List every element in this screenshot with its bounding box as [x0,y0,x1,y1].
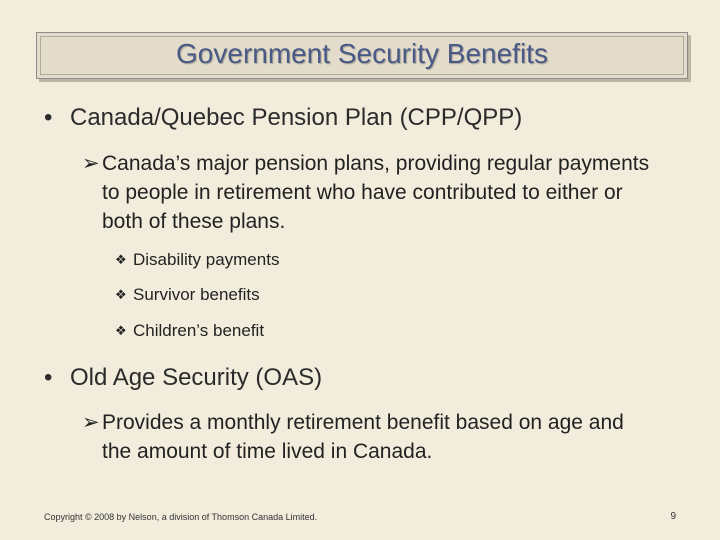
sub-bullet-oas [82,408,652,466]
item-survivor [115,285,260,305]
bullet-dot: • [44,104,53,131]
arrow-bullet-icon: ➢ [82,411,100,434]
sub-bullet-cpp [82,149,652,236]
bullet-oas-text: Old Age Security (OAS) [70,364,323,391]
item-survivor-text: Survivor benefits [133,285,260,304]
bullet-cpp [44,104,522,132]
diamond-bullet-icon: ❖ [115,287,127,302]
bullet-dot: • [44,364,53,391]
item-children [115,321,264,341]
slide-title: Government Security Benefits [176,38,548,69]
sub-bullet-cpp-text: Canada’s major pension plans, providing regular payments to people in retirement who have contributed to either or both of these plans. [102,152,650,233]
page-number: 9 [670,511,676,522]
diamond-bullet-icon: ❖ [115,252,127,267]
arrow-bullet-icon: ➢ [82,152,100,175]
diamond-bullet-icon: ❖ [115,323,127,338]
item-disability-text: Disability payments [133,250,280,269]
copyright-footer: Copyright © 2008 by Nelson, a division of Thomson Canada Limited. [44,512,318,522]
item-disability [115,250,279,270]
bullet-cpp-text: Canada/Quebec Pension Plan (CPP/QPP) [70,104,523,131]
title-box [36,32,688,79]
bullet-oas [44,364,322,392]
item-children-text: Children’s benefit [133,321,265,340]
sub-bullet-oas-text: Provides a monthly retirement benefit based on age and the amount of time lived in Canada. [102,411,624,463]
